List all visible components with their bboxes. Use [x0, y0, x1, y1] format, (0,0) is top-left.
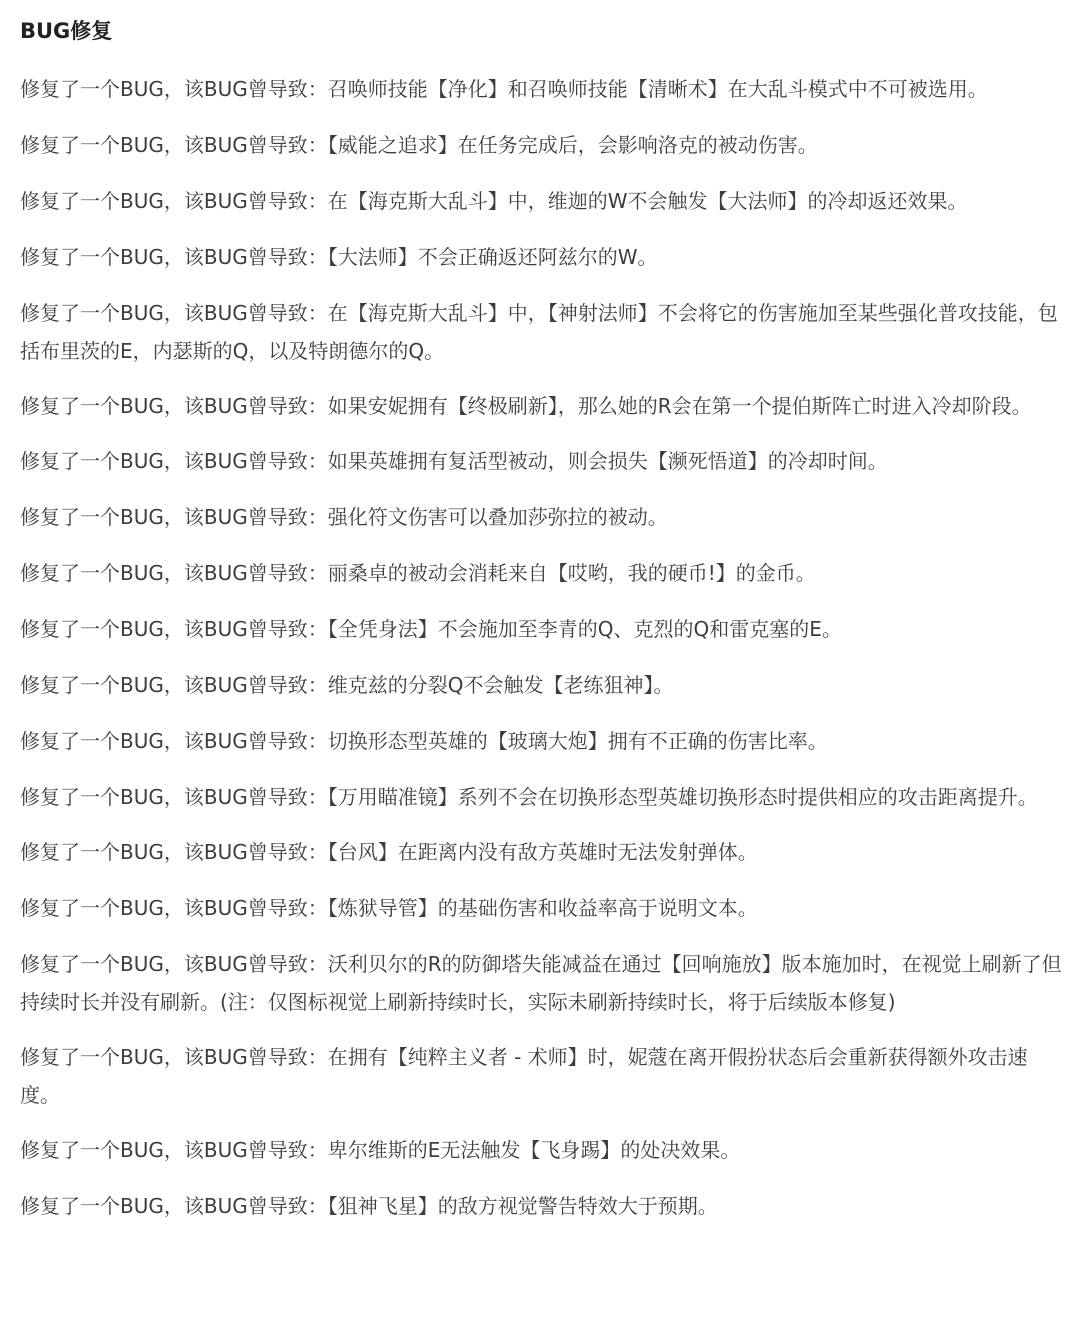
bug-fix-item: 修复了一个BUG，该BUG曾导致：【炼狱导管】的基础伤害和收益率高于说明文本。 [20, 896, 758, 920]
bug-fix-item: 修复了一个BUG，该BUG曾导致：【狙神飞星】的敌方视觉警告特效大于预期。 [20, 1194, 718, 1218]
bug-fix-item: 修复了一个BUG，该BUG曾导致：如果英雄拥有复活型被动，则会损失【濒死悟道】的冷却时间。 [20, 449, 888, 473]
bug-fix-item: 修复了一个BUG，该BUG曾导致：在【海克斯大乱斗】中，【神射法师】不会将它的伤害施加至某些强化普攻技能，包括布里茨的E，内瑟斯的Q，以及特朗德尔的Q。 [20, 301, 1058, 363]
bug-fix-item: 修复了一个BUG，该BUG曾导致：如果安妮拥有【终极刷新】，那么她的R会在第一个提伯斯阵亡时进入冷却阶段。 [20, 394, 1032, 418]
bug-fix-section [20, 16, 1062, 1226]
bug-fix-item: 修复了一个BUG，该BUG曾导致：召唤师技能【净化】和召唤师技能【清晰术】在大乱斗模式中不可被选用。 [20, 77, 988, 101]
bug-fix-item: 修复了一个BUG，该BUG曾导致：强化符文伤害可以叠加莎弥拉的被动。 [20, 505, 668, 529]
bug-fix-item: 修复了一个BUG，该BUG曾导致：【台风】在距离内没有敌方英雄时无法发射弹体。 [20, 840, 758, 864]
section-title: BUG修复 [20, 19, 113, 43]
bug-fix-item: 修复了一个BUG，该BUG曾导致：【大法师】不会正确返还阿兹尔的W。 [20, 245, 658, 269]
bug-fix-item: 修复了一个BUG，该BUG曾导致：在【海克斯大乱斗】中，维迦的W不会触发【大法师】的冷却返还效果。 [20, 189, 968, 213]
bug-fix-item: 修复了一个BUG，该BUG曾导致：【威能之追求】在任务完成后，会影响洛克的被动伤害。 [20, 133, 818, 157]
bug-fix-item: 修复了一个BUG，该BUG曾导致：切换形态型英雄的【玻璃大炮】拥有不正确的伤害比率。 [20, 729, 828, 753]
bug-fix-item: 修复了一个BUG，该BUG曾导致：维克兹的分裂Q不会触发【老练狙神】。 [20, 673, 674, 697]
bug-fix-item: 修复了一个BUG，该BUG曾导致：在拥有【纯粹主义者 - 术师】时，妮蔻在离开假扮状态后会重新获得额外攻击速度。 [20, 1045, 1028, 1107]
bug-fix-item: 修复了一个BUG，该BUG曾导致：沃利贝尔的R的防御塔失能减益在通过【回响施放】版本施加时，在视觉上刷新了但持续时长并没有刷新。(注：仅图标视觉上刷新持续时长，实际未刷新持续时长，将于后续版本修复) [20, 952, 1062, 1014]
bug-fix-item: 修复了一个BUG，该BUG曾导致：卑尔维斯的E无法触发【飞身踢】的处决效果。 [20, 1138, 741, 1162]
bug-fix-list [20, 70, 1062, 1226]
bug-fix-item: 修复了一个BUG，该BUG曾导致：【万用瞄准镜】系列不会在切换形态型英雄切换形态时提供相应的攻击距离提升。 [20, 785, 1038, 809]
bug-fix-item: 修复了一个BUG，该BUG曾导致：丽桑卓的被动会消耗来自【哎哟，我的硬币!】的金币。 [20, 561, 816, 585]
bug-fix-item: 修复了一个BUG，该BUG曾导致：【全凭身法】不会施加至李青的Q、克烈的Q和雷克塞的E。 [20, 617, 842, 641]
